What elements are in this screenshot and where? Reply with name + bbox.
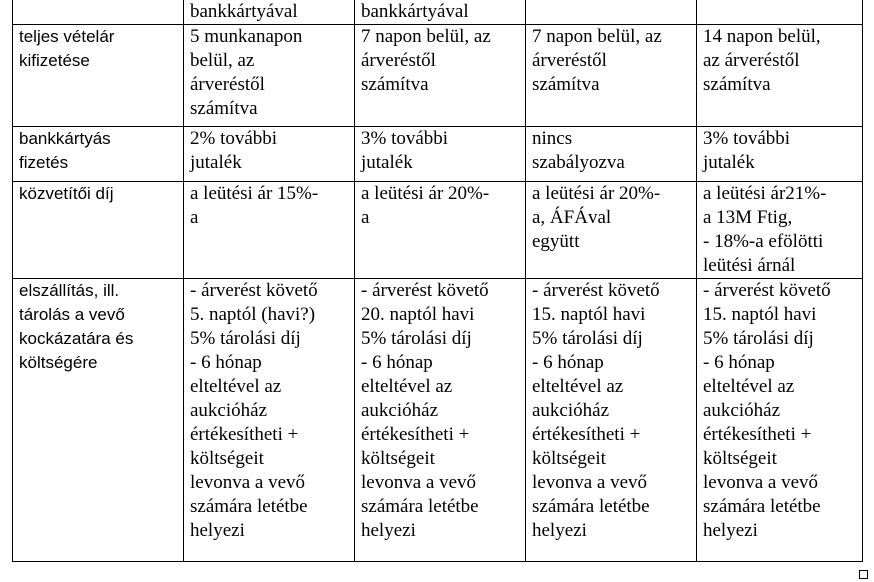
table-cell: bankkártyával xyxy=(184,0,355,25)
row-label: elszállítás, ill. tárolás a vevő kockázatára és költségére xyxy=(13,279,184,562)
table-cell: nincs szabályozva xyxy=(526,127,697,182)
row-label: teljes vételár kifizetése xyxy=(13,25,184,127)
table-cell: - árverést követő 15. naptól havi 5% tárolási díj - 6 hónap elteltével az aukcióház értékesítheti + költségeit levonva a vevő számára letétbe helyezi xyxy=(526,279,697,562)
table-cell: a leütési ár 20%- a xyxy=(355,182,526,279)
table-cell: 5 munkanapon belül, az árveréstől számítva xyxy=(184,25,355,127)
table-row xyxy=(13,182,863,279)
row-label: közvetítői díj xyxy=(13,182,184,279)
table-cell: - árverést követő 20. naptól havi 5% tárolási díj - 6 hónap elteltével az aukcióház értékesítheti + költségeit levonva a vevő számára letétbe helyezi xyxy=(355,279,526,562)
table-cell: - árverést követő 15. naptól havi 5% tárolási díj - 6 hónap elteltével az aukcióház értékesítheti + költségeit levonva a vevő számára letétbe helyezi xyxy=(697,279,863,562)
table-cell: 3% további jutalék xyxy=(355,127,526,182)
table-cell: 3% további jutalék xyxy=(697,127,863,182)
row-label: bankkártyás fizetés xyxy=(13,127,184,182)
table-cell: 7 napon belül, az árveréstől számítva xyxy=(526,25,697,127)
table-cell: a leütési ár 15%- a xyxy=(184,182,355,279)
table-cell: a leütési ár21%- a 13M Ftig, - 18%-a efölötti leütési árnál xyxy=(697,182,863,279)
table-cell: 2% további jutalék xyxy=(184,127,355,182)
comparison-table xyxy=(12,0,863,562)
table-cell xyxy=(13,0,184,25)
table-row xyxy=(13,279,863,562)
table-cell: 7 napon belül, az árveréstől számítva xyxy=(355,25,526,127)
table-row xyxy=(13,127,863,182)
table-cell: a leütési ár 20%- a, ÁFÁval együtt xyxy=(526,182,697,279)
table-resize-handle[interactable] xyxy=(859,570,868,579)
table-cell xyxy=(697,0,863,25)
table-row xyxy=(13,25,863,127)
table-cell: 14 napon belül, az árveréstől számítva xyxy=(697,25,863,127)
table-cell xyxy=(526,0,697,25)
table-cell: bankkártyával xyxy=(355,0,526,25)
table-row xyxy=(13,0,863,25)
table-cell: - árverést követő 5. naptól (havi?) 5% tárolási díj - 6 hónap elteltével az aukcióház értékesítheti + költségeit levonva a vevő számára letétbe helyezi xyxy=(184,279,355,562)
